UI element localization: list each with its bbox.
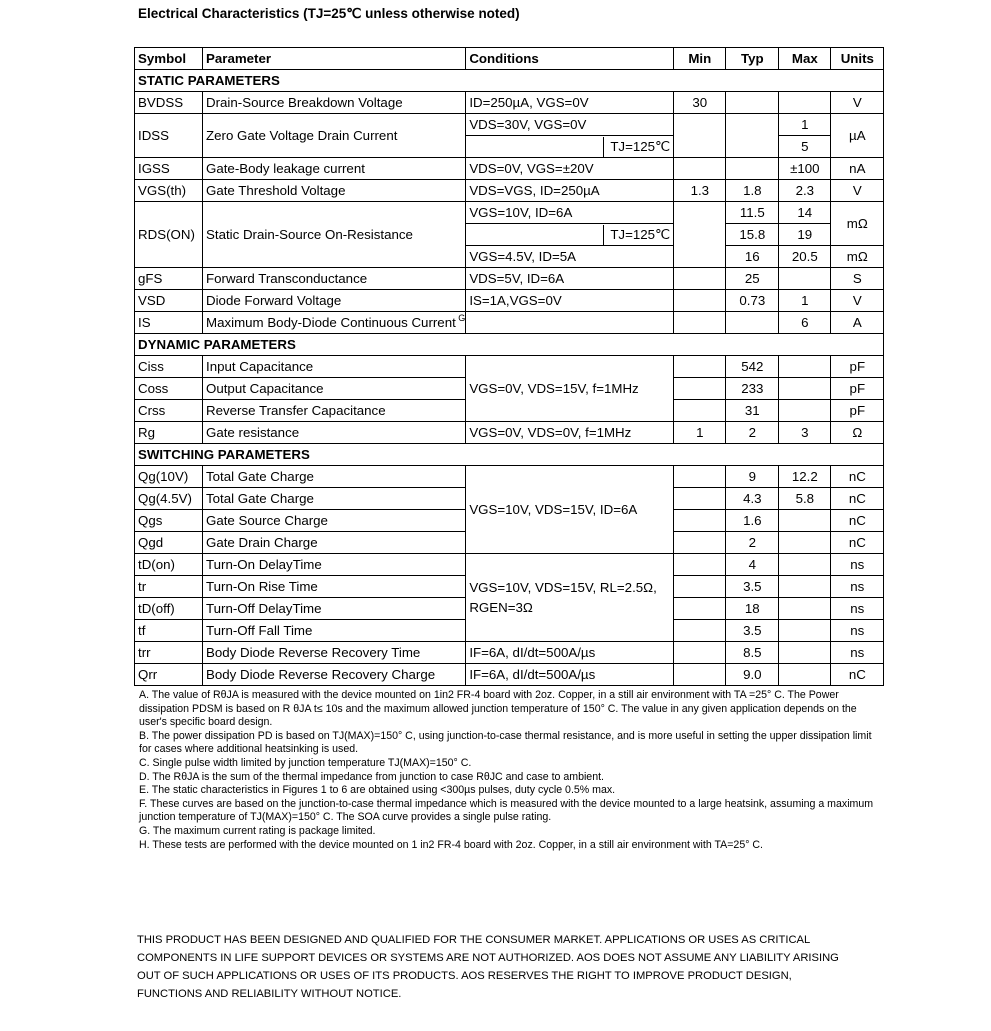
max-cell	[779, 620, 831, 642]
typ-cell: 233	[726, 378, 779, 400]
table-row	[135, 664, 884, 686]
typ-cell: 9	[726, 466, 779, 488]
parameter-cell: Gate resistance	[203, 422, 466, 444]
symbol-cell: IGSS	[135, 158, 203, 180]
conditions-cell: IS=1A,VGS=0V	[466, 290, 674, 312]
parameter-cell: Body Diode Reverse Recovery Charge	[203, 664, 466, 686]
parameter-cell: Gate Drain Charge	[203, 532, 466, 554]
units-cell: V	[831, 290, 884, 312]
typ-cell: 3.5	[726, 576, 779, 598]
max-cell	[779, 664, 831, 686]
min-cell	[674, 400, 726, 422]
min-cell	[674, 114, 726, 158]
header-row	[135, 48, 884, 70]
max-cell	[779, 268, 831, 290]
parameter-cell	[203, 312, 466, 334]
conditions-cell: VGS=10V, VDS=15V, ID=6A	[466, 466, 674, 554]
min-cell	[674, 378, 726, 400]
min-cell: 1	[674, 422, 726, 444]
units-cell: pF	[831, 356, 884, 378]
symbol-cell: tD(on)	[135, 554, 203, 576]
units-cell: V	[831, 180, 884, 202]
max-cell	[779, 532, 831, 554]
min-cell	[674, 356, 726, 378]
footnote: G. The maximum current rating is package limited.	[139, 824, 376, 837]
min-cell	[674, 268, 726, 290]
min-cell	[674, 598, 726, 620]
min-cell	[674, 664, 726, 686]
table-row	[135, 268, 884, 290]
max-cell: 5.8	[779, 488, 831, 510]
footnote-ref: G	[455, 312, 466, 323]
parameter-cell: Static Drain-Source On-Resistance	[203, 202, 466, 268]
parameter-cell: Turn-Off DelayTime	[203, 598, 466, 620]
typ-cell: 16	[726, 246, 779, 268]
typ-cell: 18	[726, 598, 779, 620]
max-cell: 19	[779, 224, 831, 246]
typ-cell: 3.5	[726, 620, 779, 642]
typ-cell: 1.8	[726, 180, 779, 202]
table-row	[135, 422, 884, 444]
max-cell	[779, 642, 831, 664]
conditions-cell: VDS=0V, VGS=±20V	[466, 158, 674, 180]
min-cell	[674, 620, 726, 642]
units-cell: nC	[831, 466, 884, 488]
conditions-cell: VDS=VGS, ID=250µA	[466, 180, 674, 202]
typ-cell: 11.5	[726, 202, 779, 224]
units-cell: ns	[831, 598, 884, 620]
min-cell	[674, 312, 726, 334]
footnote: E. The static characteristics in Figures 1 to 6 are obtained using <300µs pulses, duty cycle 0.5% max.	[139, 784, 616, 797]
disclaimer-line: OUT OF SUCH APPLICATIONS OR USES OF ITS PRODUCTS. AOS RESERVES THE RIGHT TO IMPROVE PRODUCT DESIGN,	[137, 970, 792, 982]
units-cell: nC	[831, 664, 884, 686]
parameter-cell: Gate Source Charge	[203, 510, 466, 532]
units-cell: mΩ	[831, 202, 884, 246]
parameter-cell: Turn-On Rise Time	[203, 576, 466, 598]
min-cell	[674, 158, 726, 180]
max-cell	[779, 576, 831, 598]
parameter-cell: Drain-Source Breakdown Voltage	[203, 92, 466, 114]
max-cell: 1	[779, 114, 831, 136]
electrical-characteristics-table	[134, 47, 884, 686]
min-cell	[674, 532, 726, 554]
table-row	[135, 114, 884, 136]
max-cell	[779, 92, 831, 114]
footnote: F. These curves are based on the junction-to-case thermal impedance which is measured with the device mounted to a large heatsink, assuming a maximum junction temperature of TJ(MAX)=150° C. The SOA curve provides a single pulse rating.	[139, 797, 874, 824]
units-cell: µA	[831, 114, 884, 158]
max-cell: 20.5	[779, 246, 831, 268]
parameter-cell: Total Gate Charge	[203, 466, 466, 488]
table-row	[135, 554, 884, 576]
footnote: D. The RθJA is the sum of the thermal impedance from junction to case RθJC and case to ambient.	[139, 770, 604, 783]
symbol-cell: Qg(4.5V)	[135, 488, 203, 510]
min-cell: 1.3	[674, 180, 726, 202]
disclaimer-line: THIS PRODUCT HAS BEEN DESIGNED AND QUALIFIED FOR THE CONSUMER MARKET. APPLICATIONS OR USES AS CRITICAL	[137, 934, 811, 946]
typ-cell: 0.73	[726, 290, 779, 312]
parameter-cell: Forward Transconductance	[203, 268, 466, 290]
header-typ: Typ	[726, 48, 779, 70]
max-cell	[779, 356, 831, 378]
max-cell	[779, 598, 831, 620]
symbol-cell: tr	[135, 576, 203, 598]
typ-cell	[726, 158, 779, 180]
parameter-cell: Reverse Transfer Capacitance	[203, 400, 466, 422]
section-row	[135, 70, 884, 92]
units-cell: ns	[831, 576, 884, 598]
units-cell: mΩ	[831, 246, 884, 268]
footnote: H. These tests are performed with the device mounted on 1 in2 FR-4 board with 2oz. Copper, in a still air environment with TA=25° C.	[139, 838, 763, 851]
typ-cell: 31	[726, 400, 779, 422]
min-cell	[674, 488, 726, 510]
min-cell	[674, 202, 726, 268]
typ-cell: 542	[726, 356, 779, 378]
typ-cell	[726, 114, 779, 158]
conditions-cell	[466, 224, 674, 246]
footnote: C. Single pulse width limited by junction temperature TJ(MAX)=150° C.	[139, 756, 472, 769]
disclaimer-line: COMPONENTS IN LIFE SUPPORT DEVICES OR SYSTEMS ARE NOT AUTHORIZED. AOS DOES NOT ASSUME ANY LIABILITY ARISING	[137, 952, 839, 964]
parameter-cell: Turn-Off Fall Time	[203, 620, 466, 642]
min-cell	[674, 510, 726, 532]
parameter-cell: Gate-Body leakage current	[203, 158, 466, 180]
max-cell: 6	[779, 312, 831, 334]
symbol-cell: Rg	[135, 422, 203, 444]
symbol-cell: Qgs	[135, 510, 203, 532]
section-dynamic: DYNAMIC PARAMETERS	[135, 334, 884, 356]
units-cell: V	[831, 92, 884, 114]
typ-cell	[726, 92, 779, 114]
typ-cell	[726, 312, 779, 334]
units-cell: pF	[831, 378, 884, 400]
max-cell	[779, 554, 831, 576]
typ-cell: 25	[726, 268, 779, 290]
max-cell: 12.2	[779, 466, 831, 488]
typ-cell: 4.3	[726, 488, 779, 510]
header-parameter: Parameter	[203, 48, 466, 70]
units-cell: ns	[831, 620, 884, 642]
conditions-cell: VGS=0V, VDS=15V, f=1MHz	[466, 356, 674, 422]
parameter-cell: Input Capacitance	[203, 356, 466, 378]
units-cell: nC	[831, 510, 884, 532]
min-cell	[674, 554, 726, 576]
typ-cell: 15.8	[726, 224, 779, 246]
units-cell: ns	[831, 554, 884, 576]
table-row	[135, 180, 884, 202]
page-title: Electrical Characteristics (TJ=25℃ unless otherwise noted)	[138, 6, 520, 21]
switching-condition-line-1: VGS=10V, VDS=15V, RL=2.5Ω,	[469, 579, 657, 595]
conditions-cell: IF=6A, dI/dt=500A/µs	[466, 664, 674, 686]
table-row	[135, 356, 884, 378]
symbol-cell: Ciss	[135, 356, 203, 378]
max-cell: 1	[779, 290, 831, 312]
units-cell: pF	[831, 400, 884, 422]
footnote: A. The value of RθJA is measured with the device mounted on 1in2 FR-4 board with 2oz. Copper, in a still air environment with TA =25° C. The Power dissipation PDSM is based on R θJA t≤ 10s and the maximum allowed junction temperature of 150° C. The value in any given application depends on the user's specific board design.	[139, 689, 857, 729]
table-row	[135, 92, 884, 114]
conditions-cell: ID=250µA, VGS=0V	[466, 92, 674, 114]
max-cell: 2.3	[779, 180, 831, 202]
disclaimer-line: FUNCTIONS AND RELIABILITY WITHOUT NOTICE.	[137, 988, 402, 1000]
conditions-cell: VGS=10V, ID=6A	[466, 202, 674, 224]
parameter-text: Maximum Body-Diode Continuous Current	[206, 314, 456, 330]
min-cell	[674, 576, 726, 598]
header-min: Min	[674, 48, 726, 70]
table-row	[135, 466, 884, 488]
table-row	[135, 642, 884, 664]
symbol-cell: tD(off)	[135, 598, 203, 620]
section-switching: SWITCHING PARAMETERS	[135, 444, 884, 466]
table-row	[135, 290, 884, 312]
units-cell: ns	[831, 642, 884, 664]
conditions-cell	[466, 554, 674, 642]
units-cell: nC	[831, 488, 884, 510]
max-cell: 5	[779, 136, 831, 158]
units-cell: nA	[831, 158, 884, 180]
parameter-cell: Output Capacitance	[203, 378, 466, 400]
min-cell: 30	[674, 92, 726, 114]
conditions-cell: IF=6A, dI/dt=500A/µs	[466, 642, 674, 664]
symbol-cell: Qgd	[135, 532, 203, 554]
max-cell	[779, 510, 831, 532]
symbol-cell: RDS(ON)	[135, 202, 203, 268]
header-symbol: Symbol	[135, 48, 203, 70]
symbol-cell: VSD	[135, 290, 203, 312]
parameter-cell: Zero Gate Voltage Drain Current	[203, 114, 466, 158]
units-cell: A	[831, 312, 884, 334]
footnote: B. The power dissipation PD is based on TJ(MAX)=150° C, using junction-to-case thermal resistance, and is more useful in setting the upper dissipation limit for cases where additional heatsinking is used.	[139, 729, 872, 756]
conditions-cell: VDS=30V, VGS=0V	[466, 114, 674, 136]
symbol-cell: trr	[135, 642, 203, 664]
symbol-cell: tf	[135, 620, 203, 642]
symbol-cell: IS	[135, 312, 203, 334]
parameter-cell: Total Gate Charge	[203, 488, 466, 510]
table-row	[135, 202, 884, 224]
max-cell: 14	[779, 202, 831, 224]
parameter-cell: Diode Forward Voltage	[203, 290, 466, 312]
typ-cell: 1.6	[726, 510, 779, 532]
symbol-cell: Coss	[135, 378, 203, 400]
tj-condition: TJ=125℃	[603, 225, 673, 245]
units-cell: S	[831, 268, 884, 290]
max-cell: 3	[779, 422, 831, 444]
conditions-cell: VGS=4.5V, ID=5A	[466, 246, 674, 268]
conditions-cell: VGS=0V, VDS=0V, f=1MHz	[466, 422, 674, 444]
symbol-cell: gFS	[135, 268, 203, 290]
max-cell	[779, 378, 831, 400]
min-cell	[674, 290, 726, 312]
conditions-cell: VDS=5V, ID=6A	[466, 268, 674, 290]
max-cell	[779, 400, 831, 422]
parameter-cell: Body Diode Reverse Recovery Time	[203, 642, 466, 664]
conditions-cell	[466, 136, 674, 158]
conditions-cell	[466, 312, 674, 334]
disclaimer	[137, 931, 882, 1003]
header-max: Max	[779, 48, 831, 70]
parameter-cell: Turn-On DelayTime	[203, 554, 466, 576]
symbol-cell: BVDSS	[135, 92, 203, 114]
symbol-cell: Qg(10V)	[135, 466, 203, 488]
symbol-cell: Qrr	[135, 664, 203, 686]
symbol-cell: Crss	[135, 400, 203, 422]
typ-cell: 9.0	[726, 664, 779, 686]
symbol-cell: VGS(th)	[135, 180, 203, 202]
header-units: Units	[831, 48, 884, 70]
switching-condition-line-2: RGEN=3Ω	[469, 599, 533, 615]
typ-cell: 4	[726, 554, 779, 576]
units-cell: nC	[831, 532, 884, 554]
typ-cell: 2	[726, 532, 779, 554]
section-row	[135, 334, 884, 356]
footnotes	[139, 689, 879, 852]
symbol-cell: IDSS	[135, 114, 203, 158]
min-cell	[674, 466, 726, 488]
section-row	[135, 444, 884, 466]
typ-cell: 2	[726, 422, 779, 444]
section-static: STATIC PARAMETERS	[135, 70, 884, 92]
max-cell: ±100	[779, 158, 831, 180]
parameter-cell: Gate Threshold Voltage	[203, 180, 466, 202]
min-cell	[674, 642, 726, 664]
units-cell: Ω	[831, 422, 884, 444]
table-row	[135, 312, 884, 334]
tj-condition: TJ=125℃	[603, 137, 673, 157]
typ-cell: 8.5	[726, 642, 779, 664]
table-row	[135, 158, 884, 180]
header-conditions: Conditions	[466, 48, 674, 70]
